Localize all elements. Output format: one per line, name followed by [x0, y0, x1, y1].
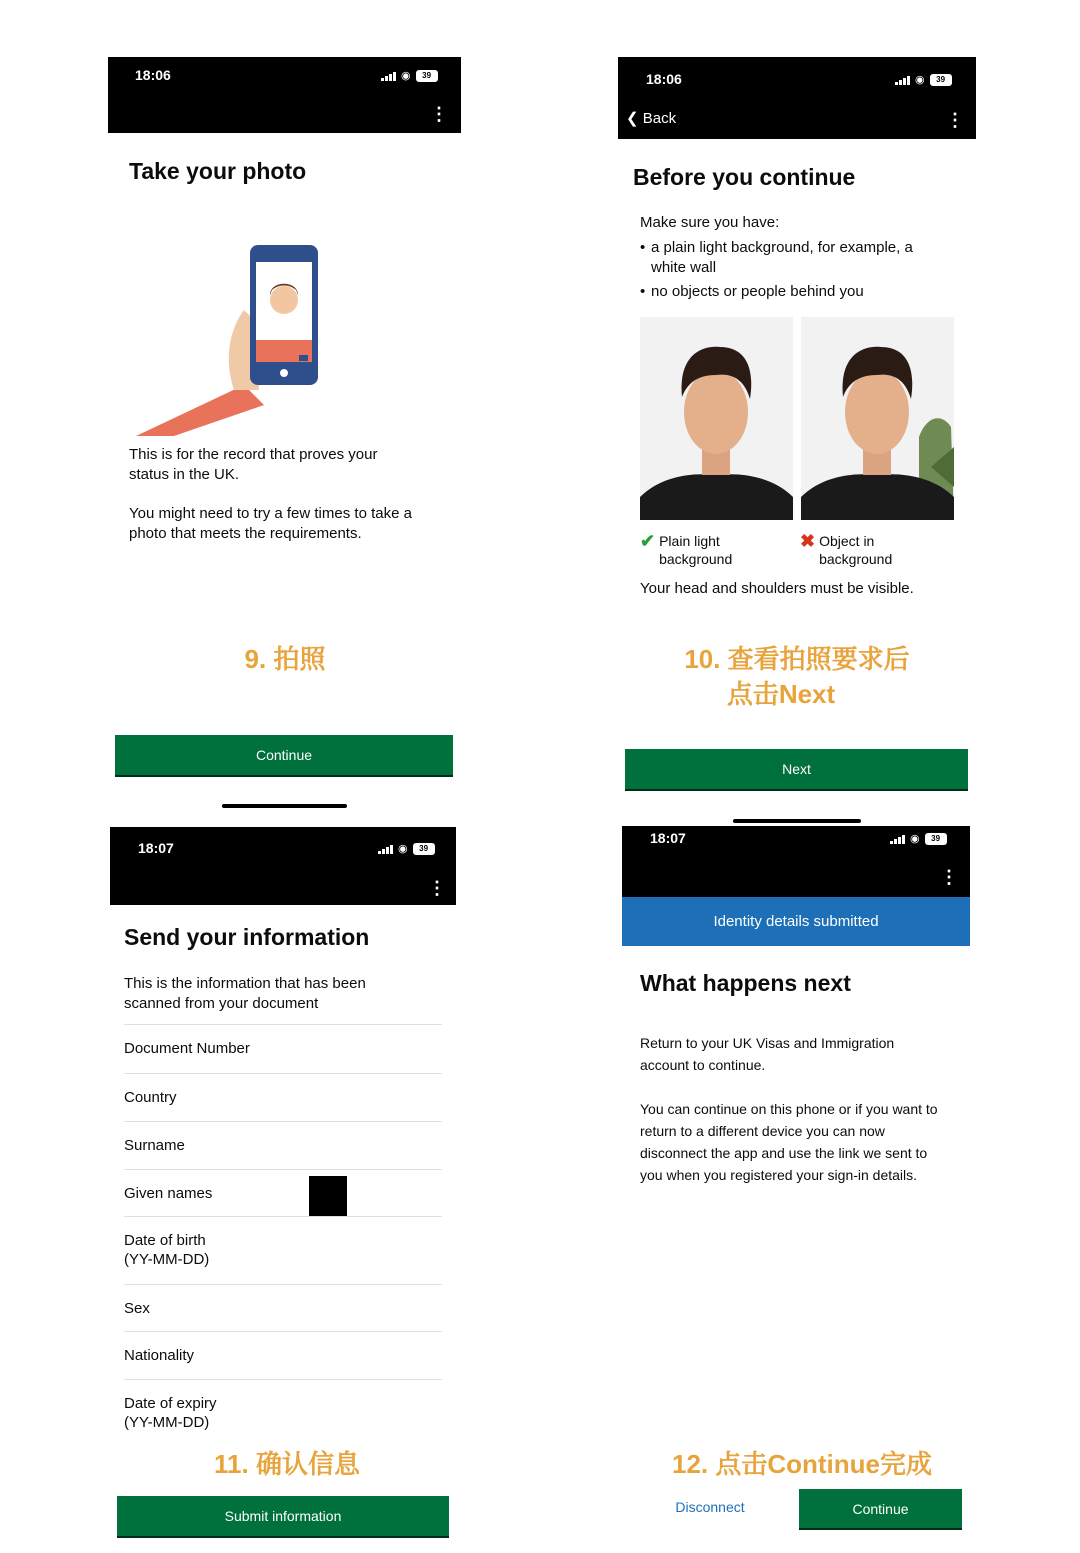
status-time: 18:07 — [650, 830, 686, 846]
check-icon: ✔ — [640, 531, 656, 551]
bad-example-photo — [801, 317, 954, 520]
return-instructions: Return to your UK Visas and Immigration account to continue. — [640, 1035, 895, 1073]
disconnect-instructions: You can continue on this phone or if you want to return to a different device you can now disconnect the app and use the link we sent to you when you registered your sign-in details. — [640, 1101, 938, 1183]
chevron-left-icon: ❮ — [626, 110, 639, 127]
wifi-icon: ◉ — [915, 74, 925, 86]
wifi-icon: ◉ — [398, 843, 408, 855]
status-icons — [890, 832, 947, 845]
signal-icon — [895, 75, 910, 85]
page-title: Send your information — [124, 924, 370, 950]
signal-icon — [378, 844, 393, 854]
submitted-banner — [622, 897, 970, 946]
step-caption: 9. 拍照 — [244, 644, 326, 674]
panel12-status-bar — [622, 826, 970, 897]
signal-icon — [381, 71, 396, 81]
page-title: What happens next — [640, 970, 851, 996]
battery-icon: 39 — [416, 70, 438, 82]
continue-button[interactable]: Continue — [115, 735, 453, 775]
phone-hand-illustration — [134, 240, 334, 440]
field-given-names: Given names — [124, 1169, 442, 1217]
banner-text: Identity details submitted — [713, 913, 879, 930]
home-indicator — [733, 819, 861, 823]
cross-icon: ✖ — [800, 531, 816, 551]
battery-icon: 39 — [930, 74, 952, 86]
photo-tries-text: You might need to try a few times to take a photo that meets the requirements. — [129, 505, 412, 542]
field-date-of-birth: Date of birth (YY-MM-DD) — [124, 1216, 442, 1284]
good-example-label: ✔ Plain light background — [640, 531, 733, 567]
step-caption: 12. 点击Continue完成 — [671, 1449, 932, 1479]
status-time: 18:06 — [135, 67, 171, 83]
page-title: Take your photo — [129, 158, 307, 184]
wifi-icon: ◉ — [401, 70, 411, 82]
good-example-photo — [640, 317, 793, 520]
panel11-status-bar — [110, 827, 456, 905]
field-surname: Surname — [124, 1121, 442, 1169]
battery-icon: 39 — [925, 833, 947, 845]
step-caption-line-2: 点击Next — [726, 679, 836, 709]
continue-button[interactable]: Continue — [799, 1489, 962, 1528]
requirements-intro: Make sure you have: — [640, 214, 780, 231]
menu-icon[interactable]: ⋮ — [940, 867, 958, 887]
disconnect-link[interactable]: Disconnect — [675, 1499, 745, 1515]
back-label: Back — [642, 110, 677, 127]
signal-icon — [890, 834, 905, 844]
status-icons — [381, 69, 438, 82]
home-indicator — [222, 804, 347, 808]
field-sex: Sex — [124, 1284, 442, 1332]
visibility-note: Your head and shoulders must be visible. — [640, 580, 914, 597]
next-button[interactable]: Next — [625, 749, 968, 789]
status-icons — [895, 73, 952, 86]
redaction-block — [309, 1176, 347, 1216]
photo-intro-text: This is for the record that proves your status in the UK. — [129, 446, 378, 483]
menu-icon[interactable]: ⋮ — [428, 878, 446, 898]
panel10-status-bar — [618, 57, 976, 139]
bad-example-label: ✖ Object in background — [800, 531, 893, 567]
back-link[interactable] — [626, 109, 676, 127]
requirement-bullet-1: • a plain light background, for example, a white wall — [640, 239, 913, 276]
field-country: Country — [124, 1073, 442, 1121]
step-caption-line-1: 10. 查看拍照要求后 — [684, 644, 910, 674]
field-nationality: Nationality — [124, 1331, 442, 1379]
panel9-status-bar — [108, 57, 461, 133]
status-time: 18:06 — [646, 71, 682, 87]
menu-icon[interactable]: ⋮ — [430, 104, 448, 124]
battery-icon: 39 — [413, 843, 435, 855]
submit-information-button[interactable]: Submit information — [117, 1496, 449, 1536]
field-date-of-expiry: Date of expiry (YY-MM-DD) — [124, 1379, 442, 1436]
requirement-bullet-2: • no objects or people behind you — [640, 283, 864, 300]
menu-icon[interactable]: ⋮ — [946, 110, 964, 130]
status-icons — [378, 842, 435, 855]
field-document-number: Document Number — [124, 1024, 442, 1073]
step-caption: 11. 确认信息 — [214, 1449, 360, 1479]
scanned-info-intro: This is the information that has been scanned from your document — [124, 975, 366, 1012]
page-title: Before you continue — [633, 164, 856, 190]
status-time: 18:07 — [138, 840, 174, 856]
wifi-icon: ◉ — [910, 833, 920, 845]
